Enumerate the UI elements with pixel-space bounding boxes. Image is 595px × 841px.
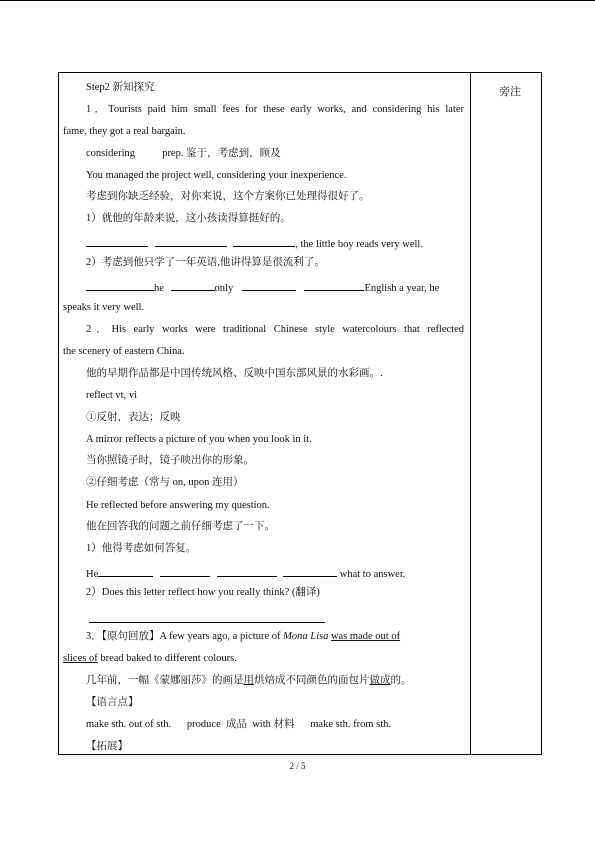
phrase-made-out-of: was made out of [330,631,401,642]
item2-sense2: ②仔细考虑（常与 on, upon 连用） [86,477,244,488]
blank-2[interactable] [155,235,227,247]
item1-sentence-line1: 1．Tourists paid him small fees for these early works, and considering his later [86,104,464,115]
item3-translation [86,674,412,688]
item1-example-en: You managed the project well, considering your inexperience. [86,170,347,181]
item2-sentence-line2: the scenery of eastern China. [63,346,185,357]
blank-3[interactable] [233,235,295,247]
item3-rest: bread baked to different colours. [97,653,237,664]
item1-word: considering [86,148,135,159]
item1-exercise2-cont: speaks it very well. [63,302,145,313]
item3-zh-zuocheng: 做成 [369,675,391,686]
page-number: 2 / 5 [289,761,306,771]
item1-exercise1-tail: , the little boy reads very well. [295,239,423,250]
item2-exercise1-tail: what to answer. [337,569,406,580]
blank-1[interactable] [86,235,148,247]
blank-7[interactable] [304,279,364,291]
item3-zh-part-b: 烘焙成不同颜色的面包片 [254,675,370,686]
blank-10[interactable] [217,565,277,577]
item1-exercise1-answer [86,235,423,252]
item3-zh-part-c: 的。 [390,675,412,686]
item2-sentence-line1: 2．His early works were traditional Chinese style watercolours that reflected [86,324,464,335]
item3-zh-yong: 用 [243,675,254,686]
word-only: only [214,283,234,294]
usage-line: make sth. out of sth. produce 成品 with 材料 make sth. from sth. [86,719,392,730]
item3-original-sentence-cont [63,652,237,666]
item1-definition: prep. 鉴于，考虑到，顾及 [162,148,281,159]
phrase-slices-of: slices of [63,653,98,664]
step-title: Step2 新知探究 [86,82,155,93]
item1-exercise2-prompt: 2）考虑到他只学了一年英语,他讲得算是很流利了。 [86,257,325,268]
item2-word: reflect vt, vi [86,390,138,401]
word-he-start: He [86,569,99,580]
blank-9[interactable] [160,565,210,577]
side-notes-header: 旁注 [499,86,521,98]
item2-exercise1-prompt: 1）他得考虑如何答复。 [86,543,197,554]
item2-sense2-en: He reflected before answering my question. [86,500,270,511]
translation-answer-line[interactable] [89,622,325,623]
blank-8[interactable] [98,565,153,577]
item1-word-entry [86,147,281,161]
item1-exercise2-tail: English a year, he [364,283,440,294]
item3-original-sentence [86,630,464,644]
blank-5[interactable] [171,279,215,291]
item3-zh-part-a: 几年前，一幅《蒙娜丽莎》的画是 [86,675,244,686]
item2-exercise1-answer [86,565,405,582]
item1-example-zh: 考虑到你缺乏经验，对你来说，这个方案你已处理得很好了。 [86,191,370,202]
blank-4[interactable] [86,279,154,291]
item1-sentence-line2: fame, they got a real bargain. [63,126,186,137]
mona-lisa-title: Mona Lisa [283,631,329,642]
item2-translation: 他的早期作品都是中国传统风格、反映中国东部风景的水彩画。. [86,368,383,379]
worksheet-table [58,72,542,755]
blank-6[interactable] [242,279,296,291]
item1-exercise1-prompt: 1）就他的年龄来说，这小孩读得算挺好的。 [86,213,291,224]
blank-11[interactable] [283,565,337,577]
item2-sense1-zh: 当你照镜子时，镜子映出你的形象。 [86,455,254,466]
page-top-rule [0,0,595,1]
item2-sense2-zh: 他在回答我的问题之前仔细考虑了一下。 [86,521,275,532]
language-point-heading: 【语言点】 [86,697,139,708]
item1-exercise2-answer [86,279,439,296]
word-he: he [154,283,164,294]
item3-prefix: 3．【原句回放】A few years ago, a picture of [86,631,284,642]
item2-sense1-en: A mirror reflects a picture of you when you look in it. [86,434,312,445]
item2-sense1: ①反射，表达；反映 [86,412,181,423]
column-divider [470,73,471,754]
item2-exercise2-prompt: 2）Does this letter reflect how you really think? (翻译) [86,587,320,598]
extension-heading: 【拓展】 [86,741,128,752]
